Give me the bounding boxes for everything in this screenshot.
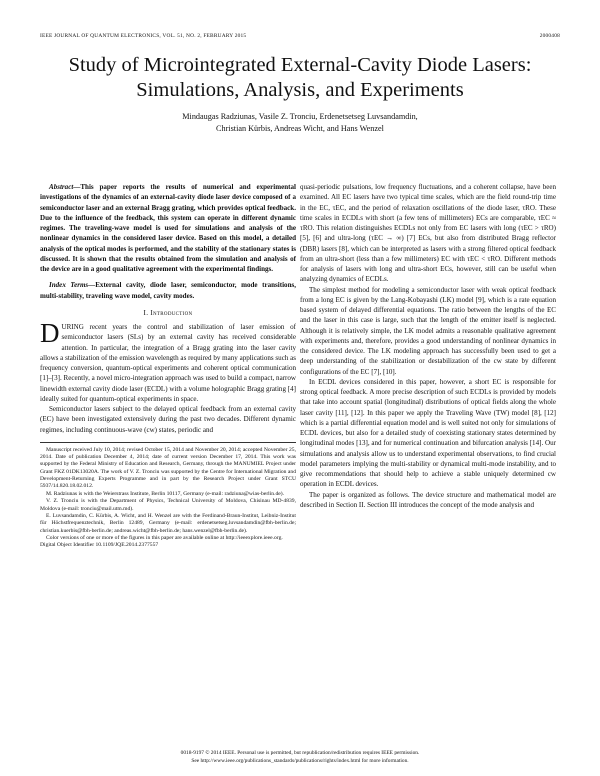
index-terms-label: Index Terms <box>49 281 89 290</box>
journal-citation: IEEE JOURNAL OF QUANTUM ELECTRONICS, VOL. 51, NO. 2, FEBRUARY 2015 <box>40 33 247 39</box>
running-header <box>40 33 560 39</box>
right-paragraph-2: In ECDL devices considered in this paper, however, a short EC is responsible for strong optical feedback. A more precise description of such ECDLs is provided by models that take into account spatial (longitudinal) distributions of optical fields along the whole laser cavity [11], [12]. In this paper we apply the Traveling Wave (TW) model [8], [12] which is a partial differential equation model and is well suited not only for simulations of ECDL devices, but also for a detailed study of coexisting stationary states determined by longitudinal modes [13], and for numerical continuation and bifurcation analysis [14]. Our simulations and analysis allow us to understand experimental observations, to find crucial model parameters implying the multi-stability or dynamical multi-mode instability, and to give recommendations that should help to achieve a stable uniquely determined cw operation in ECDL devices. <box>300 377 556 489</box>
paper-title: Study of Microintegrated External-Cavity Diode Lasers: Simulations, Analysis, and Experiments <box>68 54 532 101</box>
section-heading-introduction: I. Introduction <box>143 308 193 317</box>
intro-paragraph-2: Semiconductor lasers subject to the delayed optical feedback from an external cavity (EC) have been investigated extensively during the past two decades. Different dynamic regimes, including continuous-wave (cw) states, periodic and <box>40 405 296 434</box>
footer-copyright-line: 0018-9197 © 2014 IEEE. Personal use is permitted, but republication/redistribution requires IEEE permission. <box>180 750 420 756</box>
author-list <box>40 111 560 134</box>
article-number: 2000408 <box>539 33 560 39</box>
footnote-affiliation-2: V. Z. Tronciu is with the Department of Physics, Technical University of Moldova, Chisinau MD-4839, Moldova (e-mail: tronciu@mail.utm.md). <box>40 498 296 512</box>
index-terms <box>40 280 296 301</box>
drop-cap: D <box>40 318 60 348</box>
right-paragraph-3: The paper is organized as follows. The device structure and mathematical model are described in Section II. Section III introduces the concept of the mode analysis and <box>300 490 556 509</box>
authors-line-1: Mindaugas Radziunas, Vasile Z. Tronciu, Erdenetsetseg Luvsandamdin, <box>182 112 418 121</box>
abstract-label: Abstract <box>49 183 74 191</box>
intro-paragraph-1 <box>40 318 296 404</box>
footnotes <box>40 442 296 550</box>
authors-line-2: Christian Kürbis, Andreas Wicht, and Hans Wenzel <box>216 123 384 133</box>
footnote-doi: Digital Object Identifier 10.1109/JQE.2014.2377557 <box>40 542 159 549</box>
copyright-footer <box>40 750 560 765</box>
footer-rights-line: See http://www.ieee.org/publications_standards/publications/rights/index.html for more information. <box>191 757 409 764</box>
right-column <box>300 182 556 510</box>
right-paragraph-0: quasi-periodic pulsations, low frequency fluctuations, and a coherent collapse, have been examined. All EC lasers have two typical time scales, which are the field round-trip time in the EC, τEC, and the period of relaxation oscillations of the diode laser, τRO. These time scales in ECDLs with short (a few tens of millimeters) ECs are comparable, τEC ≈ τRO. This relation distinguishes ECDLs not only from EC lasers with long (τEC > τRO) [5], [6] and ultra-long (τEC → ∞) [7] ECs, but also from distributed Bragg reflector (DBR) lasers [8], which can be interpreted as lasers with a strong filtered optical feedback from an ultra-short (less than a few millimeters) EC with τEC < τRO. Different methods for analysis of lasers with long and ultra-short ECs, however, still can be useful when analyzing dynamics of ECDLs. <box>300 183 556 284</box>
footnote-affiliation-3: E. Luvsandamdin, C. Kürbis, A. Wicht, and H. Wenzel are with the Ferdinand-Braun-Institut, Leibniz-Institut für Höchstfrequenztechnik, Berlin 12489, Germany (e-mail: erdenetsetseg.luvsandamdin@fbh-berlin.de; christian.kuerbis@fbh-berlin.de; andreas.wicht@fbh-berlin.de; hans.wenzel@fbh-berlin.de). <box>40 512 296 534</box>
footnote-manuscript: Manuscript received July 10, 2014; revised October 15, 2014 and November 20, 2014; accepted November 25, 2014. Date of publication December 4, 2014; date of current version December 17, 2014. This work was supported by the Federal Ministry of Education and Research, Germany, through the MANUMIEL Project under Grant FKZ 01DK13020A. The work of V. Z. Tronciu was supported by the Centre for International Migration and Development-Returning Experts Programme and in part by the Research Project under Grant STCU 5937/14.820.18.02.012. <box>40 446 296 490</box>
abstract <box>40 182 296 274</box>
index-terms-text: —External cavity, diode laser, semiconductor, mode transitions, multi-stability, traveling wave model, cavity modes. <box>40 281 296 300</box>
left-column <box>40 182 296 550</box>
abstract-text: —This paper reports the results of numerical and experimental investigations of the dynamics of an external-cavity diode laser device composed of a semiconductor laser and an external Bragg grating, which provides optical feedback. Due to the influence of the feedback, this system can operate in different dynamic regimes. The traveling-wave model is used for simulations and analysis of the nonlinear dynamics in the considered laser device. Based on this model, a detailed analysis of the optical modes is performed, and the stability of the stationary states is discussed. It is shown that the results obtained from the simulation and analysis of the device are in a good qualitative agreement with the experimental findings. <box>40 183 296 273</box>
footnote-color-versions: Color versions of one or more of the figures in this paper are available online at http://ieeexplore.ieee.org. <box>46 534 283 541</box>
footnote-affiliation-1: M. Radziunas is with the Weierstrass Institute, Berlin 10117, Germany (e-mail: radziuna@wias-berlin.de). <box>46 490 285 497</box>
intro-paragraph-1-text: URING recent years the control and stabilization of laser emission of semiconductor lasers (SLs) by an external cavity has received considerable attention. In particular, the integration of a Bragg grating into the laser cavity allows a stabilization of the emission wavelength as required by many applications such as frequency conversion, quantum-optical experiments and coherent optical communication [1]–[3]. Recently, a novel micro-integration approach was used to build a compact, narrow linewidth external cavity diode laser (ECDL) with a volume holographic Bragg grating [4] ideally suited for quantum-optical experiments in space. <box>40 323 296 403</box>
right-paragraph-1: The simplest method for modeling a semiconductor laser with weak optical feedback from a long EC is given by the Lang-Kobayashi (LK) model [9], which is a rate equation based system of delayed differential equations. The ratio between the lengths of the EC and the laser in this case is large, such that the length of the emitter itself is neglected. Although it is relatively simple, the LK model admits a reasonable qualitative agreement with experiments and, therefore, provides a good understanding of nonlinear dynamics in the considered device. The LK modeling approach has successfully been used to get a deep understanding of the stabilization or destabilization of the cw state by different configurations of the EC [7], [10]. <box>300 285 556 376</box>
